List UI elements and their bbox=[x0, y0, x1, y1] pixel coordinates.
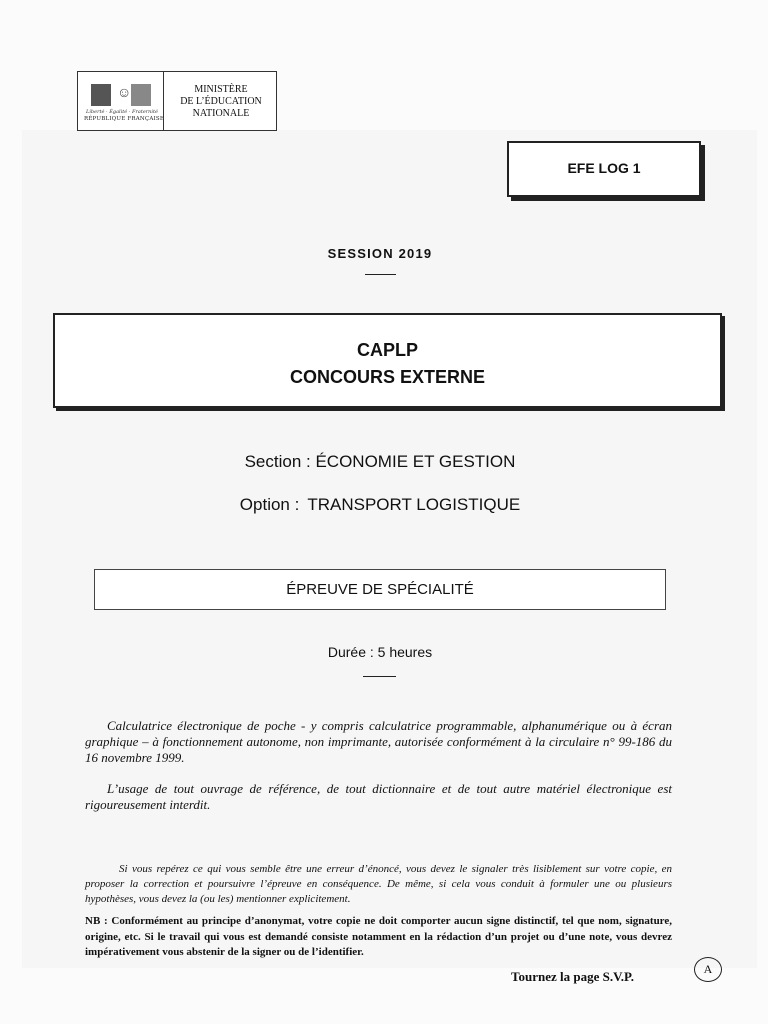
session-divider bbox=[365, 274, 396, 275]
exam-code: EFE LOG 1 bbox=[567, 160, 641, 176]
epreuve-title: ÉPREUVE DE SPÉCIALITÉ bbox=[286, 581, 474, 598]
section-value: ÉCONOMIE ET GESTION bbox=[315, 452, 516, 471]
page-marker-badge: A bbox=[694, 957, 722, 982]
option-label: Option : bbox=[239, 495, 300, 514]
tricolor-flag-icon bbox=[91, 84, 151, 106]
option-line bbox=[0, 495, 760, 515]
ministry-line-3: NATIONALE bbox=[192, 108, 250, 119]
section-label: Section : bbox=[244, 452, 311, 471]
duration-divider bbox=[363, 676, 396, 677]
republic-name: RÉPUBLIQUE FRANÇAISE bbox=[84, 116, 165, 122]
ministry-logo-block bbox=[77, 71, 277, 131]
exam-title-line-1: CAPLP bbox=[356, 340, 418, 360]
turn-page-notice: Tournez la page S.V.P. bbox=[511, 969, 635, 984]
ministry-name bbox=[164, 84, 278, 120]
republic-motto: Liberté · Égalité · Fraternité bbox=[86, 109, 158, 115]
republic-logo bbox=[78, 72, 164, 130]
exam-code-box bbox=[507, 141, 701, 197]
marianne-icon: ☺ bbox=[117, 86, 132, 101]
calculator-instruction: Calculatrice électronique de poche - y compris calculatrice programmable, alphanumérique ou à écran graphique – à fonctionnement autonome, non imprimante, autorisée conformément à la circulaire n° 99-186 du 16 novembre 1999. bbox=[85, 718, 672, 765]
anonymity-notice: NB : Conformément au principe d’anonymat, votre copie ne doit comporter aucun signe distinctif, tel que nom, signature, origine, etc. Si le travail qui vous est demandé consiste notamment en la rédaction d’un projet ou d’une note, vous devrez impérativement vous abstenir de la signer ou de l’identifier. bbox=[85, 915, 672, 958]
exam-title-line-2: CONCOURS EXTERNE bbox=[289, 367, 486, 387]
session-label: SESSION 2019 bbox=[327, 246, 433, 261]
duration-label: Durée : 5 heures bbox=[327, 644, 433, 660]
error-notice: Si vous repérez ce qui vous semble être une erreur d’énoncé, vous devez le signaler très lisiblement sur votre copie, en proposer la correction et poursuivre l’épreuve en conséquence. De même, si cela vous conduit à formuler une ou plusieurs hypothèses, vous devez la (ou les) mentionner explicitement. bbox=[85, 863, 672, 905]
section-line bbox=[0, 452, 760, 472]
epreuve-box bbox=[94, 569, 666, 610]
ministry-line-2: DE L’ÉDUCATION bbox=[180, 96, 262, 107]
ministry-line-1: MINISTÈRE bbox=[194, 84, 248, 95]
reference-instruction: L’usage de tout ouvrage de référence, de tout dictionnaire et de tout autre matériel électronique est rigoureusement interdit. bbox=[85, 781, 672, 812]
option-value: TRANSPORT LOGISTIQUE bbox=[307, 495, 521, 514]
exam-title-box bbox=[53, 313, 722, 408]
